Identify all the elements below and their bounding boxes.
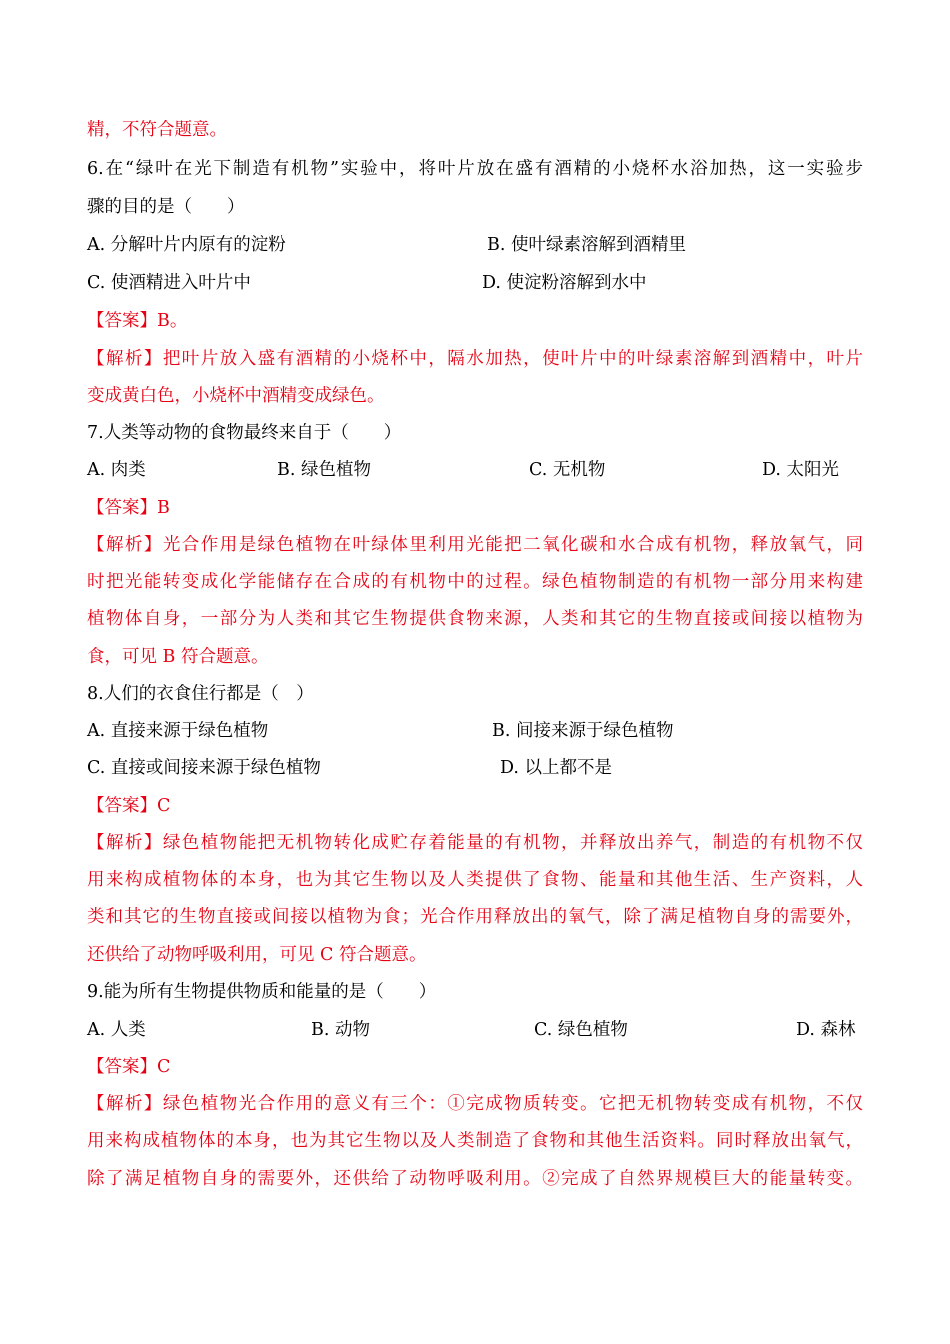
question-9-analysis-line-3: 除了满足植物自身的需要外，还供给了动物呼吸利用。②完成了自然界规模巨大的能量转变。 — [87, 1169, 863, 1189]
question-6-stem-line-2: 骤的目的是（ ） — [87, 197, 245, 217]
question-7-analysis-line-4: 食，可见 B 符合题意。 — [87, 647, 269, 667]
question-9-stem: 9.能为所有生物提供物质和能量的是（ ） — [87, 982, 437, 1002]
question-8-stem: 8.人们的衣食住行都是（ ） — [87, 684, 314, 704]
question-6-analysis-line-2: 变成黄白色，小烧杯中酒精变成绿色。 — [87, 386, 385, 406]
question-6-stem-line-1: 6.在“绿叶在光下制造有机物”实验中，将叶片放在盛有酒精的小烧杯水浴加热，这一实验步 — [87, 159, 863, 179]
question-8-answer: 【答案】C — [87, 796, 171, 816]
question-8-analysis-line-1: 【解析】绿色植物能把无机物转化成贮存着能量的有机物，并释放出养气，制造的有机物不仅 — [87, 833, 863, 853]
question-7-answer: 【答案】B — [87, 498, 170, 518]
question-6-option-b: B. 使叶绿素溶解到酒精里 — [487, 235, 686, 255]
question-9-option-a: A. 人类 — [87, 1020, 146, 1040]
question-6-answer: 【答案】B。 — [87, 311, 188, 331]
question-7-option-c: C. 无机物 — [529, 460, 606, 480]
question-9-option-c: C. 绿色植物 — [534, 1020, 628, 1040]
question-6-analysis-line-1: 【解析】把叶片放入盛有酒精的小烧杯中，隔水加热，使叶片中的叶绿素溶解到酒精中，叶片 — [87, 349, 863, 369]
question-8-option-a: A. 直接来源于绿色植物 — [87, 721, 269, 741]
question-9-option-d: D. 森林 — [796, 1020, 856, 1040]
question-7-option-a: A. 肉类 — [87, 460, 146, 480]
question-6-option-d: D. 使淀粉溶解到水中 — [482, 273, 647, 293]
question-9-analysis-line-2: 用来构成植物体的本身，也为其它生物以及人类制造了食物和其他生活资料。同时释放出氧气， — [87, 1131, 863, 1151]
question-9-answer: 【答案】C — [87, 1057, 171, 1077]
question-7-option-d: D. 太阳光 — [762, 460, 840, 480]
question-8-analysis-line-2: 用来构成植物体的本身，也为其它生物以及人类提供了食物、能量和其他生活、生产资料，人 — [87, 870, 863, 890]
question-7-analysis-line-1: 【解析】光合作用是绿色植物在叶绿体里利用光能把二氧化碳和水合成有机物，释放氧气，同 — [87, 535, 863, 555]
previous-analysis-continuation: 精，不符合题意。 — [87, 120, 227, 140]
question-7-analysis-line-2: 时把光能转变成化学能储存在合成的有机物中的过程。绿色植物制造的有机物一部分用来构建 — [87, 572, 863, 592]
question-8-analysis-line-4: 还供给了动物呼吸利用，可见 C 符合题意。 — [87, 945, 427, 965]
question-9-option-b: B. 动物 — [311, 1020, 370, 1040]
question-7-analysis-line-3: 植物体自身，一部分为人类和其它生物提供食物来源，人类和其它的生物直接或间接以植物为 — [87, 609, 863, 629]
question-8-option-d: D. 以上都不是 — [500, 758, 613, 778]
question-9-analysis-line-1: 【解析】绿色植物光合作用的意义有三个：①完成物质转变。它把无机物转变成有机物，不仅 — [87, 1094, 863, 1114]
question-8-option-b: B. 间接来源于绿色植物 — [492, 721, 674, 741]
question-7-option-b: B. 绿色植物 — [277, 460, 371, 480]
question-7-stem: 7.人类等动物的食物最终来自于（ ） — [87, 423, 402, 443]
question-8-option-c: C. 直接或间接来源于绿色植物 — [87, 758, 321, 778]
question-8-analysis-line-3: 类和其它的生物直接或间接以植物为食；光合作用释放出的氧气，除了满足植物自身的需要外， — [87, 907, 863, 927]
question-6-option-a: A. 分解叶片内原有的淀粉 — [87, 235, 286, 255]
question-6-option-c: C. 使酒精进入叶片中 — [87, 273, 251, 293]
